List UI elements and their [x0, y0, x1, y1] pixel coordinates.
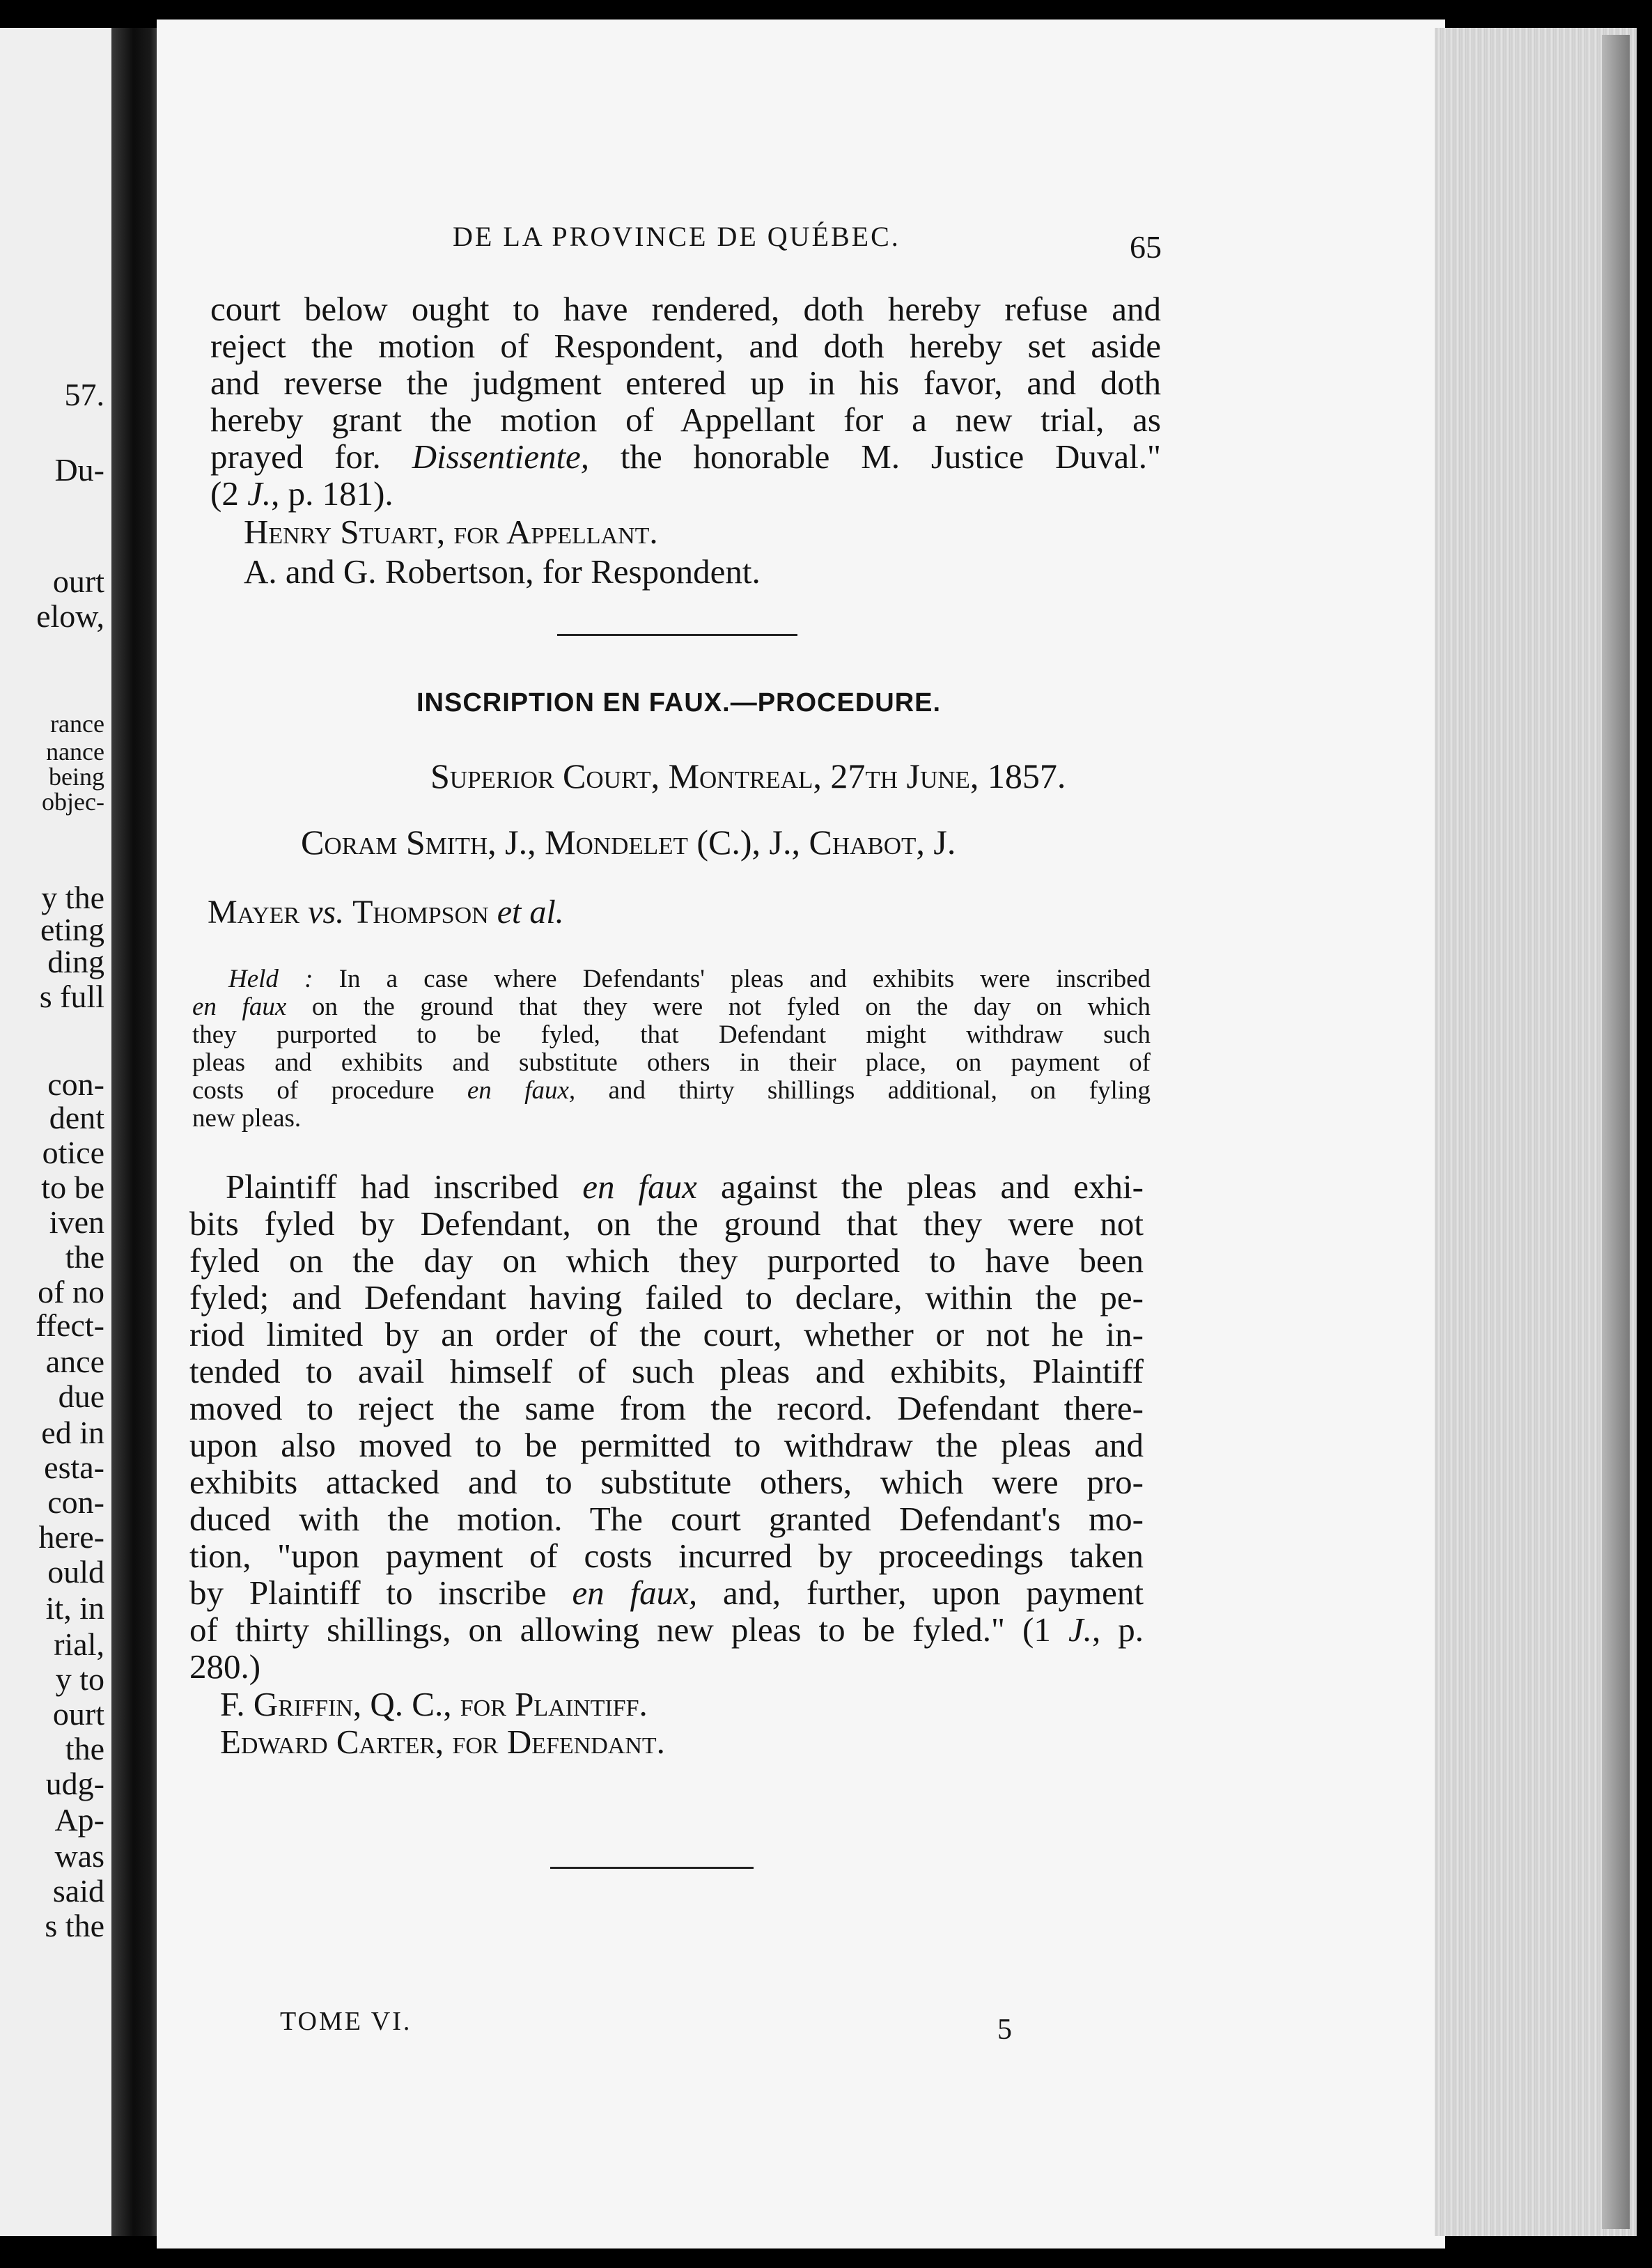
- body-line: of thirty shillings, on allowing new pleas to be fyled." (1 J., p.: [189, 1610, 1144, 1649]
- facing-page-line: ance: [45, 1344, 104, 1379]
- held-line: Held : In a case where Defendants' pleas and exhibits were inscribed: [228, 965, 1151, 993]
- facing-page-line: the: [65, 1731, 104, 1766]
- continuation-line: court below ought to have rendered, doth hereby refuse and: [210, 290, 1161, 328]
- end-divider: [550, 1867, 754, 1869]
- page-edge-shadow: [1602, 35, 1630, 2229]
- sheet-number: 5: [997, 2014, 1012, 2046]
- facing-page-line: ed in: [41, 1415, 104, 1450]
- facing-page-line: Du-: [54, 452, 104, 488]
- coram: Coram Smith, J., Mondelet (C.), J., Chabot, J.: [301, 823, 956, 862]
- counsel-plaintiff: F. Griffin, Q. C., for Plaintiff.: [220, 1685, 648, 1723]
- body-line: moved to reject the same from the record. Defendant there-: [189, 1389, 1144, 1427]
- body-line: tion, "upon payment of costs incurred by proceedings taken: [189, 1537, 1144, 1575]
- body-line: fyled; and Defendant having failed to declare, within the pe-: [189, 1278, 1144, 1316]
- facing-page-line: it, in: [45, 1590, 104, 1626]
- facing-page-line: to be: [41, 1170, 104, 1205]
- facing-page-line: esta-: [44, 1450, 104, 1485]
- facing-page-line: s full: [39, 979, 104, 1014]
- body-line: Plaintiff had inscribed en faux against the pleas and exhi-: [226, 1167, 1144, 1206]
- body-line: riod limited by an order of the court, whether or not he in-: [189, 1315, 1144, 1353]
- continuation-line-dissent: prayed for. Dissentiente, the honorable M. Justice Duval.": [210, 437, 1161, 476]
- facing-page-line: iven: [49, 1204, 104, 1240]
- case-parties: Mayer vs. Thompson et al.: [208, 894, 564, 931]
- court-and-date: Superior Court, Montreal, 27th June, 1857.: [430, 756, 1066, 795]
- facing-page-line: s the: [45, 1908, 104, 1943]
- facing-page-line: con-: [47, 1066, 104, 1102]
- facing-page-line: objec-: [42, 788, 104, 816]
- facing-page-line: y the: [41, 880, 104, 915]
- held-line: they purported to be fyled, that Defendant might withdraw such: [192, 1020, 1151, 1049]
- facing-page-line: ould: [47, 1554, 104, 1590]
- continuation-line: reject the motion of Respondent, and doth hereby set aside: [210, 327, 1161, 365]
- facing-page-line: rance: [50, 710, 104, 738]
- held-line: pleas and exhibits and substitute others in their place, on payment of: [192, 1048, 1151, 1077]
- held-line: new pleas.: [192, 1104, 302, 1133]
- facing-page-line: was: [54, 1838, 104, 1874]
- facing-page-line: dent: [49, 1100, 104, 1135]
- facing-page-line: eting: [40, 912, 104, 947]
- page-number: 65: [1130, 229, 1162, 265]
- facing-page-line: due: [58, 1378, 104, 1414]
- body-line: by Plaintiff to inscribe en faux, and, further, upon payment: [189, 1574, 1144, 1612]
- continuation-citation: (2 J., p. 181).: [210, 474, 393, 513]
- signature-mark: TOME VI.: [280, 2007, 412, 2036]
- facing-page-line: 57.: [64, 377, 104, 412]
- facing-page-line: Ap-: [54, 1802, 104, 1838]
- body-line: exhibits attacked and to substitute others, which were pro-: [189, 1463, 1144, 1501]
- held-line: costs of procedure en faux, and thirty shillings additional, on fyling: [192, 1076, 1151, 1105]
- facing-page-line: elow,: [36, 598, 104, 634]
- facing-page-line: of no: [38, 1274, 104, 1310]
- body-line: tended to avail himself of such pleas and exhibits, Plaintiff: [189, 1352, 1144, 1390]
- facing-page-line: ourt: [52, 1696, 104, 1732]
- body-line: upon also moved to be permitted to withdraw the pleas and: [189, 1426, 1144, 1464]
- facing-page-line: ffect-: [36, 1307, 104, 1343]
- facing-page-line: the: [65, 1239, 104, 1275]
- body-line: duced with the motion. The court granted Defendant's mo-: [189, 1500, 1144, 1538]
- body-line: 280.): [189, 1647, 261, 1686]
- facing-page-line: here-: [38, 1519, 104, 1555]
- continuation-line: hereby grant the motion of Appellant for a new trial, as: [210, 401, 1161, 439]
- case-heading: INSCRIPTION EN FAUX.—PROCEDURE.: [416, 688, 942, 717]
- facing-page-line: being: [49, 763, 104, 791]
- facing-page-line: nance: [46, 738, 104, 766]
- body-line: bits fyled by Defendant, on the ground that they were not: [189, 1204, 1144, 1243]
- counsel-respondent: A. and G. Robertson, for Respondent.: [244, 552, 761, 591]
- body-line: fyled on the day on which they purported to have been: [189, 1241, 1144, 1280]
- held-line: en faux on the ground that they were not fyled on the day on which: [192, 993, 1151, 1021]
- counsel-appellant: Henry Stuart, for Appellant.: [244, 513, 658, 551]
- counsel-defendant: Edward Carter, for Defendant.: [220, 1723, 665, 1761]
- facing-page-line: otice: [42, 1135, 104, 1170]
- facing-page-line: con-: [47, 1484, 104, 1520]
- facing-page-line: rial,: [54, 1626, 104, 1662]
- facing-page-line: udg-: [45, 1766, 104, 1801]
- facing-page-line: said: [52, 1873, 104, 1909]
- continuation-line: and reverse the judgment entered up in his favor, and doth: [210, 364, 1161, 402]
- facing-page-line: y to: [55, 1661, 104, 1697]
- section-divider: [557, 634, 797, 636]
- running-title: DE LA PROVINCE DE QUÉBEC.: [453, 221, 901, 252]
- facing-page-line: ding: [47, 944, 104, 979]
- facing-page-line: ourt: [52, 564, 104, 599]
